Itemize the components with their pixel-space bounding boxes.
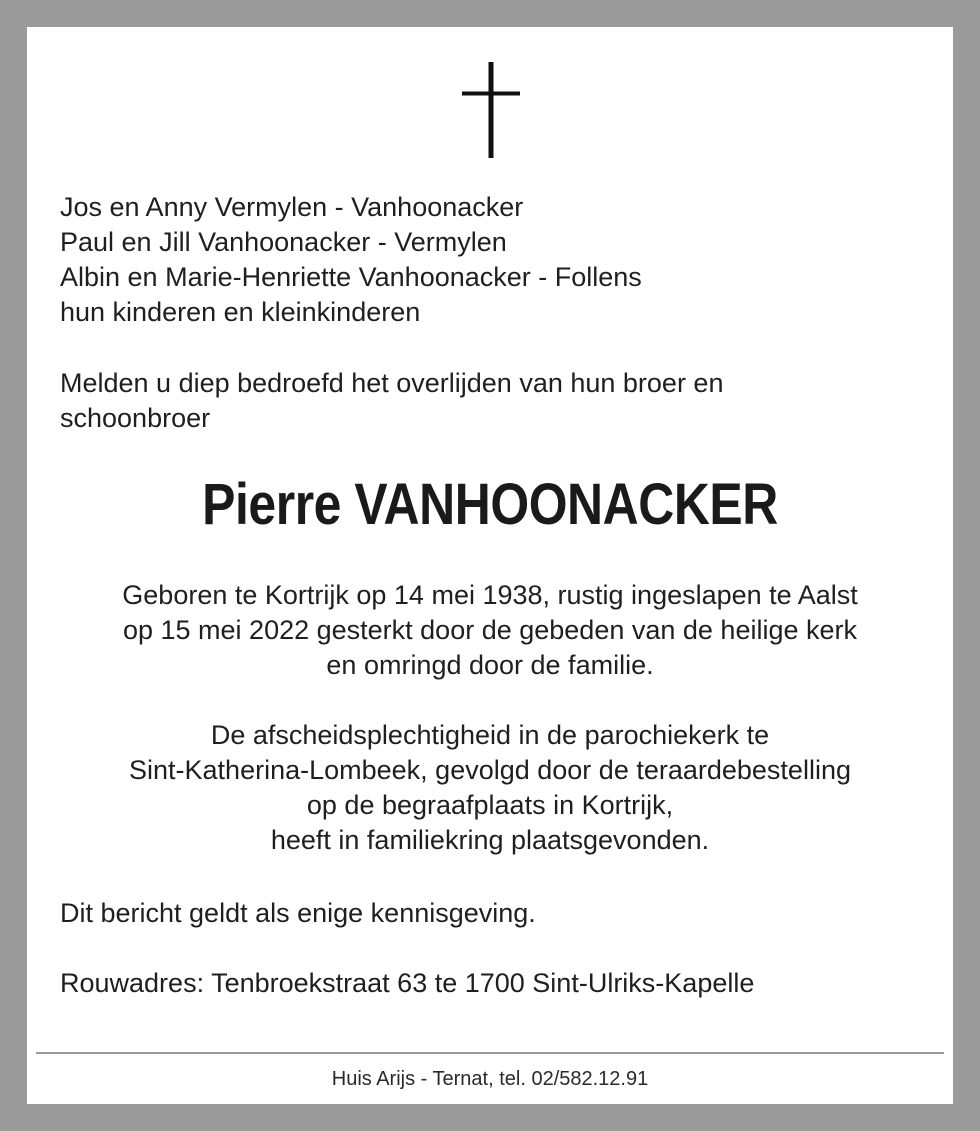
birth-death-line: en omringd door de familie. [326, 650, 654, 680]
family-list [60, 190, 920, 330]
notice-text: Dit bericht geldt als enige kennisgeving. [60, 898, 536, 928]
ceremony-line: heeft in familiekring plaatsgevonden. [270, 825, 710, 855]
family-line: Paul en Jill Vanhoonacker - Vermylen [60, 227, 507, 257]
funeral-home-footer: Huis Arijs - Ternat, tel. 02/582.12.91 [331, 1068, 649, 1090]
cross-vertical-bar [489, 62, 494, 158]
cross-horizontal-bar [462, 92, 520, 96]
birth-death-line: op 15 mei 2022 gesterkt door de gebeden van de heilige kerk [122, 615, 857, 645]
footer-divider [36, 1052, 944, 1054]
deceased-name: Pierre VANHOONACKER [202, 472, 778, 537]
mourning-address: Rouwadres: Tenbroekstraat 63 te 1700 Sint-Ulriks-Kapelle [60, 968, 755, 998]
ceremony-line: op de begraafplaats in Kortrijk, [306, 790, 674, 820]
ceremony-line: Sint-Katherina-Lombeek, gevolgd door de teraardebestelling [129, 755, 851, 785]
announcement [60, 366, 920, 436]
ceremony-line: De afscheidsplechtigheid in de parochiekerk te [210, 720, 770, 750]
announcement-line: schoonbroer [60, 403, 211, 433]
obituary-panel [24, 24, 956, 1107]
cross-icon [462, 62, 520, 158]
birth-death-line: Geboren te Kortrijk op 14 mei 1938, rustig ingeslapen te Aalst [122, 580, 858, 610]
family-line: Albin en Marie-Henriette Vanhoonacker - Follens [60, 262, 642, 292]
family-line: hun kinderen en kleinkinderen [60, 297, 421, 327]
birth-death-details [40, 578, 940, 683]
family-line: Jos en Anny Vermylen - Vanhoonacker [60, 192, 524, 222]
announcement-line: Melden u diep bedroefd het overlijden van hun broer en [60, 368, 724, 398]
ceremony-details [40, 718, 940, 858]
